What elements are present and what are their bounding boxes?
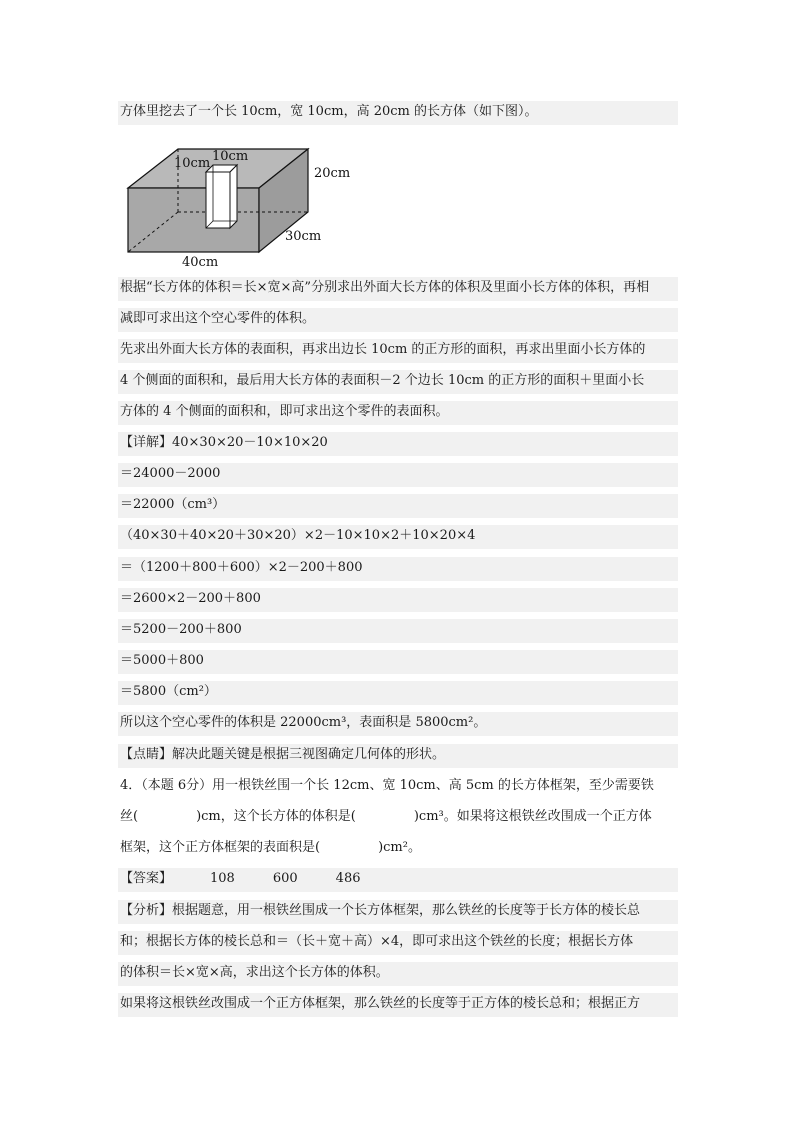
question-text: )cm³。如果将这根铁丝改围成一个正方体: [413, 809, 652, 824]
answer-label: 【答案】: [120, 871, 173, 886]
text-line: ＝24000－2000: [118, 463, 678, 487]
text-line: ＝5800（cm²）: [118, 681, 678, 705]
text-line: 【分析】根据题意，用一根铁丝围成一个长方体框架，那么铁丝的长度等于长方体的棱长总: [118, 900, 678, 924]
text-line: ＝22000（cm³）: [118, 494, 678, 518]
text-line: ＝（1200＋800＋600）×2－200＋800: [118, 557, 678, 581]
text-line: 如果将这根铁丝改围成一个正方体框架，那么铁丝的长度等于正方体的棱长总和；根据正方: [118, 993, 678, 1017]
text-line: 和；根据长方体的棱长总和＝（长＋宽＋高）×4，即可求出这个铁丝的长度；根据长方体: [118, 931, 678, 955]
answer-value: 108: [210, 871, 235, 886]
text-line: ＝5000＋800: [118, 650, 678, 674]
text-line: ＝5200－200＋800: [118, 619, 678, 643]
cuboid-diagram: [118, 129, 354, 271]
text-line: 4 个侧面的面积和，最后用大长方体的表面积－2 个边长 10cm 的正方形的面积＋里面小长: [118, 370, 678, 394]
label-length: 40cm: [182, 255, 219, 270]
text-line: （40×30＋40×20＋30×20）×2－10×10×2＋10×20×4: [118, 525, 678, 549]
hollow-cuboid-figure: [118, 129, 354, 271]
label-top-length: 10cm: [212, 149, 249, 164]
text-line: 根据“长方体的体积＝长×宽×高”分别求出外面大长方体的体积及里面小长方体的体积，再相: [118, 277, 678, 301]
answer-line: [118, 868, 678, 892]
question-line: [118, 837, 678, 861]
text-line: 所以这个空心零件的体积是 22000cm³，表面积是 5800cm²。: [118, 712, 678, 736]
text-line: 【点睛】解决此题关键是根据三视图确定几何体的形状。: [118, 744, 678, 768]
answer-value: 486: [335, 871, 361, 886]
question-line: [118, 806, 678, 830]
text-line: 方体的 4 个侧面的面积和，即可求出这个零件的表面积。: [118, 401, 678, 425]
question-text: 丝(: [120, 809, 139, 824]
text-line: 方体里挖去了一个长 10cm，宽 10cm，高 20cm 的长方体（如下图）。: [118, 101, 678, 125]
question-text: )cm²。: [378, 840, 421, 855]
label-height: 20cm: [314, 166, 351, 181]
label-width: 30cm: [285, 229, 322, 244]
label-top-width: 10cm: [174, 156, 211, 171]
text-line: 减即可求出这个空心零件的体积。: [118, 308, 678, 332]
text-line: ＝2600×2－200＋800: [118, 588, 678, 612]
question-line: 4．（本题 6分）用一根铁丝围一个长 12cm、宽 10cm、高 5cm 的长方体框架，至少需要铁: [120, 778, 654, 793]
text-line: 先求出外面大长方体的表面积，再求出边长 10cm 的正方形的面积，再求出里面小长方体的: [118, 339, 678, 363]
question-text: 框架，这个正方体框架的表面积是(: [120, 840, 321, 855]
question-text: )cm，这个长方体的体积是(: [196, 809, 356, 824]
answer-value: 600: [272, 871, 298, 886]
text-line: 【详解】40×30×20－10×10×20: [118, 432, 678, 456]
text-line: 的体积＝长×宽×高，求出这个长方体的体积。: [118, 962, 678, 986]
